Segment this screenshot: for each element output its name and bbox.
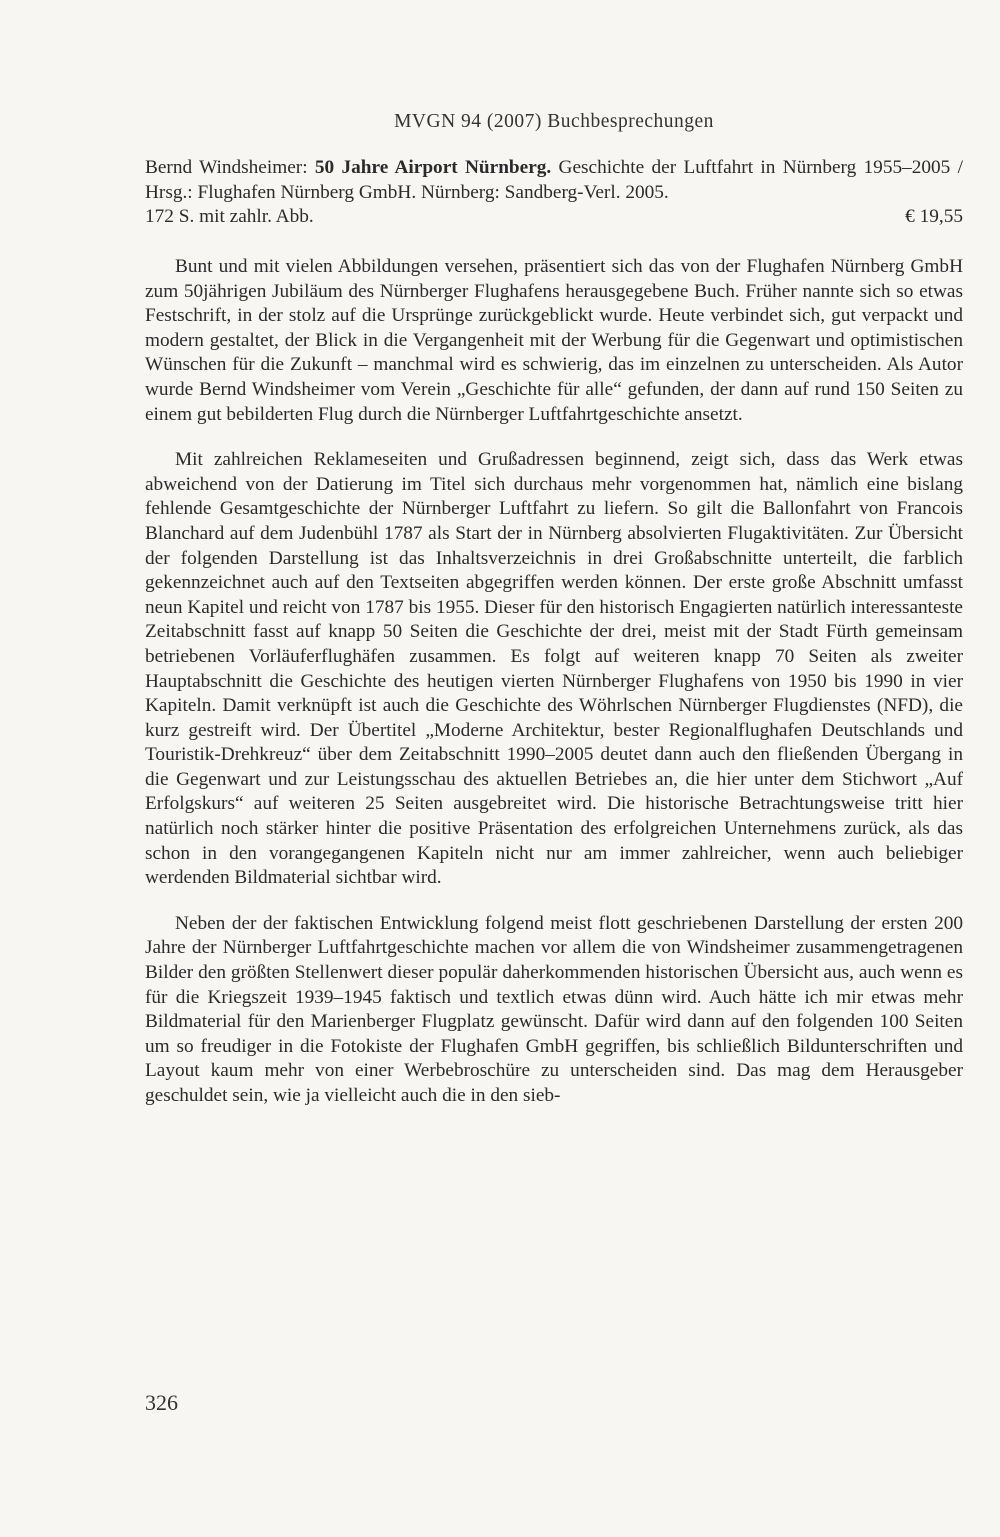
page-number: 326 <box>145 1390 178 1415</box>
paragraph-2: Mit zahlreichen Reklameseiten und Grußadressen beginnend, zeigt sich, dass das Werk etwas abweichend von der Datierung im Titel sich durchaus mehr vorgenommen hat, nämlich eine bislang fehlende Gesamtgeschichte der Nürnberger Luftfahrt zu liefern. So gilt die Ballonfahrt von Francois Blanchard auf dem Judenbühl 1787 als Start der in Nürnberg absolvierten Flugaktivitäten. Zur Übersicht der folgenden Darstellung ist das Inhaltsverzeichnis in drei Großabschnitte unterteilt, die farblich gekennzeichnet auch auf den Textseiten abgegriffen werden können. Der erste große Abschnitt umfasst neun Kapitel und reicht von 1787 bis 1955. Dieser für den historisch Engagierten natürlich interessanteste Zeitabschnitt fasst auf knapp 50 Seiten die Geschichte der drei, meist mit der Stadt Fürth gemeinsam betriebenen Vorläuferflughäfen zusammen. Es folgt auf weiteren knapp 70 Seiten als zweiter Hauptabschnitt die Geschichte des heutigen vierten Nürnberger Flughafens von 1950 bis 1990 in vier Kapiteln. Damit verknüpft ist auch die Geschichte des Wöhrlschen Nürnberger Flugdienstes (NFD), die kurz gestreift wird. Der Übertitel „Moderne Architektur, bester Regionalflughafen Deutschlands und Touristik-Drehkreuz“ über dem Zeitabschnitt 1990–2005 deutet dann auch den fließenden Übergang in die Gegenwart und zur Leistungsschau des aktuellen Betriebes an, die hier unter dem Stichwort „Auf Erfolgskurs“ auf weiteren 25 Seiten ausgebreitet wird. Die historische Betrachtungsweise tritt hier natürlich noch stärker hinter die positive Präsentation des erfolgreichen Unternehmens zurück, als das schon in den vorangegangenen Kapiteln nicht nur am immer zahlreicher, wenn auch beliebiger werdenden Bildmaterial sichtbar wird. <box>145 449 963 889</box>
review-body <box>145 255 963 1130</box>
reference-title: 50 Jahre Airport Nürnberg. <box>314 157 552 178</box>
reference-author: Bernd Windsheimer: <box>145 157 315 178</box>
running-head: MVGN 94 (2007) Buchbesprechungen <box>394 111 714 132</box>
reference-main <box>145 156 963 205</box>
reference-extent: 172 S. mit zahlr. Abb. <box>145 206 314 227</box>
reference-price: € 19,55 <box>905 206 963 227</box>
reference-last-line <box>145 205 963 230</box>
paragraph-1: Bunt und mit vielen Abbildungen versehen, präsentiert sich das von der Flughafen Nürnberg GmbH zum 50jährigen Jubiläum des Nürnberger Flughafens herausgegebene Buch. Früher nannte sich so etwas Festschrift, in der stolz auf die Ursprünge zurückgeblickt wurde. Heute verbindet sich, gut verpackt und modern gestaltet, der Blick in die Vergangenheit mit der Werbung für die Gegenwart und optimistischen Wünschen für die Zukunft – manchmal wird es schwierig, das im einzelnen zu unterscheiden. Als Autor wurde Bernd Windsheimer vom Verein „Geschichte für alle“ gefunden, der dann auf rund 150 Seiten zu einem gut bebilderten Flug durch die Nürnberger Luftfahrtgeschichte ansetzt. <box>145 256 963 425</box>
paragraph-3: Neben der der faktischen Entwicklung folgend meist flott geschriebenen Darstellung der ersten 200 Jahre der Nürnberger Luftfahrtgeschichte machen vor allem die von Windsheimer zusammengetragenen Bilder den größten Stellenwert dieser populär daherkommenden historischen Übersicht aus, auch wenn es für die Kriegszeit 1939–1945 faktisch und textlich etwas dünn wird. Auch hätte ich mir etwas mehr Bildmaterial für den Marienberger Flugplatz gewünscht. Dafür wird dann auf den folgenden 100 Seiten um so freudiger in die Fotokiste der Flughafen GmbH gegriffen, bis schließlich Bildunterschriften und Layout kaum mehr von einer Werbebroschüre zu unterscheiden sind. Das mag dem Herausgeber geschuldet sein, wie ja vielleicht auch die in den sieb- <box>145 912 963 1106</box>
bibliographic-reference <box>145 156 963 230</box>
reference-details: Geschichte der Luftfahrt in Nürnberg 1955–2005 / Hrsg.: Flughafen Nürnberg GmbH. Nürnberg: Sandberg-Verl. 2005. <box>145 157 963 203</box>
